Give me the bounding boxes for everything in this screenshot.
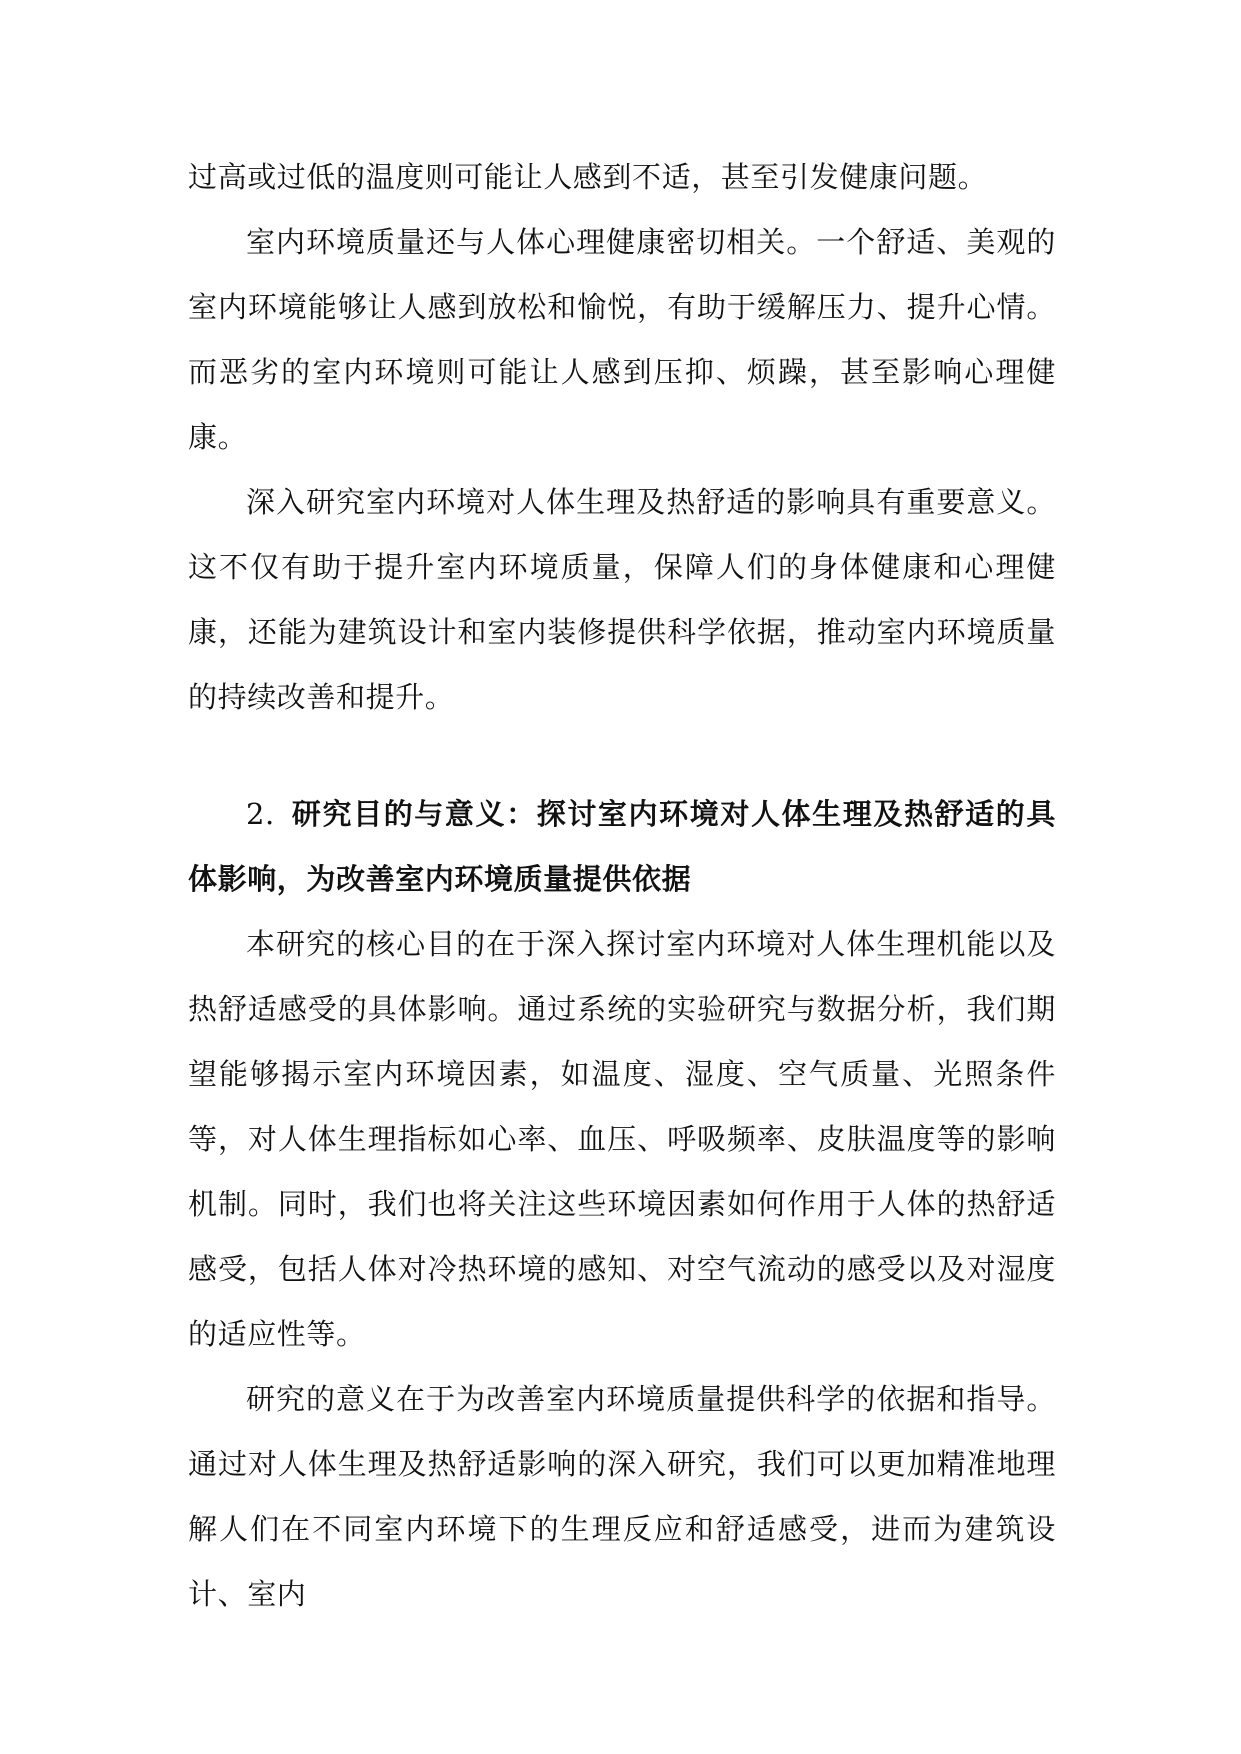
section-heading [188, 782, 1056, 912]
paragraph-research-purpose: 本研究的核心目的在于深入探讨室内环境对人体生理机能以及热舒适感受的具体影响。通过系统的实验研究与数据分析，我们期望能够揭示室内环境因素，如温度、湿度、空气质量、光照条件等，对人体生理指标如心率、血压、呼吸频率、皮肤温度等的影响机制。同时，我们也将关注这些环境因素如何作用于人体的热舒适感受，包括人体对冷热环境的感知、对空气流动的感受以及对湿度的适应性等。 [188, 927, 1056, 1351]
paragraph-continuation: 过高或过低的温度则可能让人感到不适，甚至引发健康问题。 [188, 160, 988, 194]
paragraph-research-significance: 深入研究室内环境对人体生理及热舒适的影响具有重要意义。这不仅有助于提升室内环境质量，保障人们的身体健康和心理健康，还能为建筑设计和室内装修提供科学依据，推动室内环境质量的持续改善和提升。 [188, 485, 1056, 714]
paragraph-research-meaning: 研究的意义在于为改善室内环境质量提供科学的依据和指导。通过对人体生理及热舒适影响的深入研究，我们可以更加精准地理解人们在不同室内环境下的生理反应和舒适感受，进而为建筑设计、室内 [188, 1382, 1056, 1611]
section-title: 研究目的与意义：探讨室内环境对人体生理及热舒适的具体影响，为改善室内环境质量提供依据 [188, 797, 1056, 896]
paragraph-mental-health: 室内环境质量还与人体心理健康密切相关。一个舒适、美观的室内环境能够让人感到放松和愉悦，有助于缓解压力、提升心情。而恶劣的室内环境则可能让人感到压抑、烦躁，甚至影响心理健康。 [188, 225, 1056, 454]
document-body [188, 145, 1056, 1627]
section-number: 2. [246, 797, 275, 831]
